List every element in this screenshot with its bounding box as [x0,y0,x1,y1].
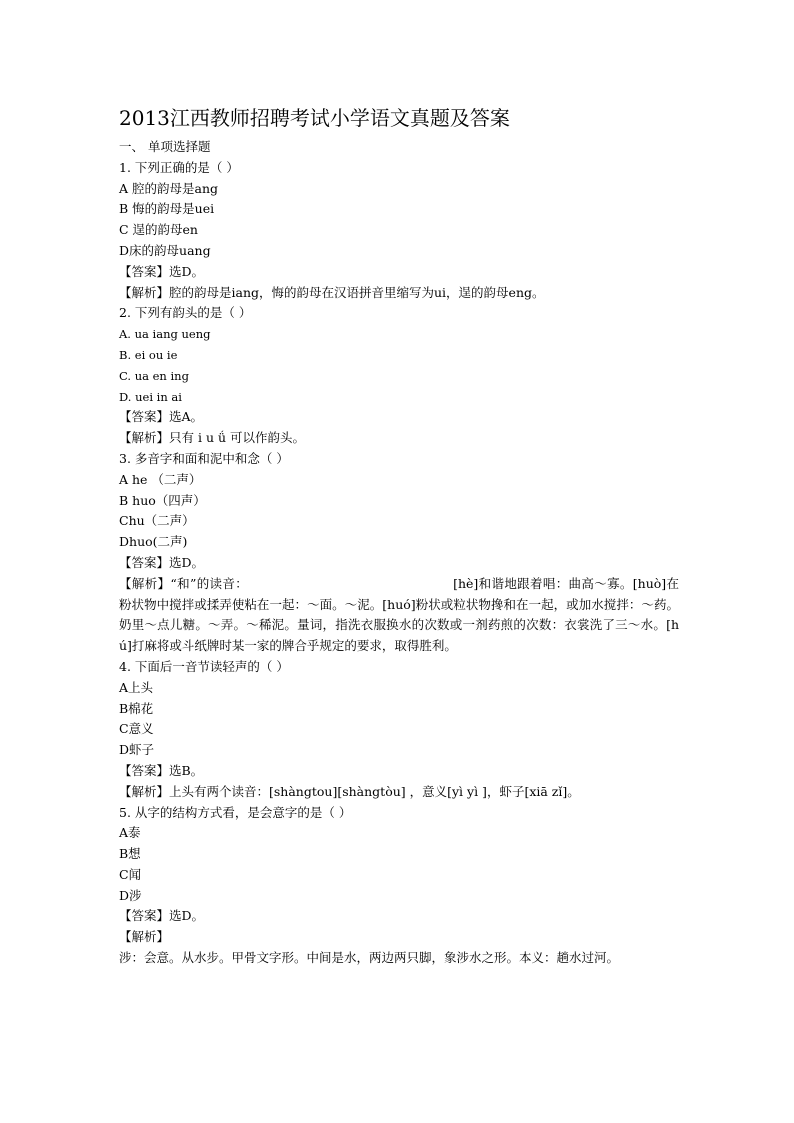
question-4-option-c: C意义 [119,721,154,737]
question-5-analysis-label: 【解析】 [119,929,170,945]
question-3-option-a: A he （二声） [119,471,202,487]
question-1-option-a: A 腔的韵母是ang [119,180,219,196]
question-3-stem: 3. 多音字和面和泥中和念（ ） [119,450,289,466]
question-2-option-c: C. ua en ing [119,368,189,383]
question-4-answer: 【答案】选B。 [119,762,204,778]
question-3-option-c: Chu（二声） [119,513,195,529]
question-2-option-a: A. ua iang ueng [119,327,211,342]
question-5-option-c: C闻 [119,866,142,882]
question-3-option-b: B huo（四声） [119,492,206,508]
question-4-option-a: A上头 [119,679,154,695]
question-4-stem: 4. 下面后一音节读轻声的（ ） [119,658,289,674]
document-title: 2013江西教师招聘考试小学语文真题及答案 [119,106,510,130]
question-1-answer: 【答案】选D。 [119,263,205,279]
question-3-analysis-text: [hè]和谐地跟着唱：曲高～寡。[huò]在粉状物中搅拌或揉弄使粘在一起：～面。～泥。[huó]粉状或粒状物搀和在一起，或加水搅拌：～药。奶里～点儿糖。～弄。～稀泥。量词，指洗衣服换水的次数或一剂药煎的次数：衣裳洗了三～水。[hú]打麻将或斗纸牌时某一家的牌合乎规定的要求，取得胜利。 [119,575,679,654]
question-4-option-d: D虾子 [119,742,155,758]
question-2-stem: 2. 下列有韵头的是（ ） [119,305,252,321]
question-2-answer: 【答案】选A。 [119,409,204,425]
question-3-analysis-label: 【解析】“和”的读音： [119,575,249,591]
question-2-option-d: D. uei in ai [119,389,182,404]
question-4-option-b: B棉花 [119,700,154,716]
question-5-option-b: B想 [119,846,141,862]
question-1-option-d: D床的韵母uang [119,242,211,258]
question-2-analysis: 【解析】只有 i u ǘ 可以作韵头。 [119,430,305,446]
question-4-analysis: 【解析】上头有两个读音：[shàngtou][shàngtòu] ，意义[yì yì ]，虾子[xiā zǐ]。 [119,783,580,799]
question-3-option-d: Dhuo(二声) [119,534,188,550]
question-1-stem: 1. 下列正确的是（ ） [119,159,239,175]
question-3-answer: 【答案】选D。 [119,554,205,570]
question-3-analysis [119,574,679,657]
question-2-option-b: B. ei ou ie [119,347,178,362]
section-heading: 一、 单项选择题 [119,139,211,154]
question-1-analysis: 【解析】腔的韵母是iang，悔的韵母在汉语拼音里缩写为ui，逞的韵母eng。 [119,284,545,300]
question-5-analysis: 涉：会意。从水步。甲骨文字形。中间是水，两边两只脚，象涉水之形。本义：趟水过河。 [119,950,620,966]
document-body [119,137,679,969]
question-1-option-b: B 悔的韵母是uei [119,201,215,217]
question-5-option-d: D涉 [119,887,142,903]
question-1-option-c: C 逞的韵母en [119,222,198,238]
question-5-option-a: A泰 [119,825,141,841]
question-5-stem: 5. 从字的结构方式看，是会意字的是（ ） [119,804,352,820]
question-5-answer: 【答案】选D。 [119,908,205,924]
